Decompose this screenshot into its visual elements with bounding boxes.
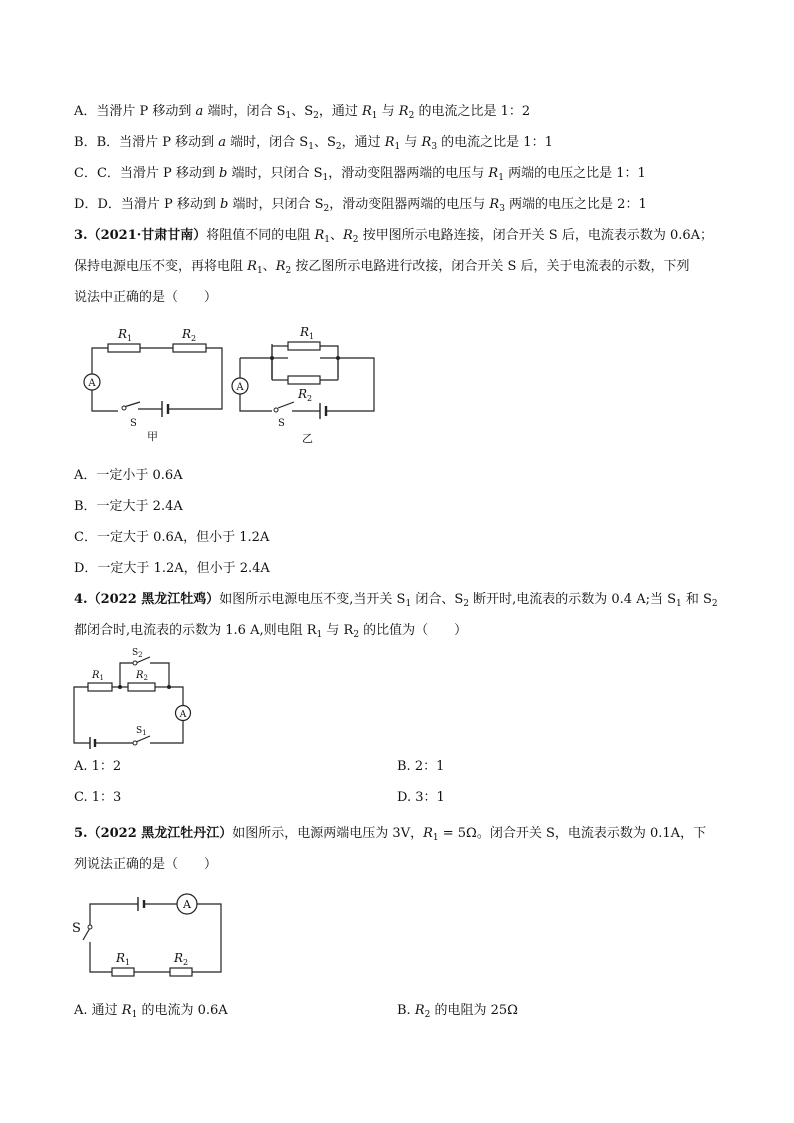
- q4-option-a: A. 1：2: [74, 759, 122, 774]
- q4-stem-line2: 都闭合时,电流表的示数为 1.6 A,则电阻 $R_1$ 与 $R_2$ 的比值为（ ）: [74, 623, 468, 640]
- q4-s1-label: $S_1$: [136, 726, 147, 737]
- q5-resistor-r1: [112, 968, 134, 976]
- q3-jia-ammeter-label: A: [88, 378, 96, 389]
- q2-option-a: A．当滑片 P 移动到 a 端时，闭合 $S_1$、$S_2$，通过 $R_1$ 与 $R_2$ 的电流之比是 1：2: [74, 104, 531, 121]
- q3-stem-line1: 3.（2021·甘肃甘南）将阻值不同的电阻 $R_1$、$R_2$ 按甲图所示电路连接，闭合开关 S 后，电流表示数为 0.6A；: [74, 228, 714, 245]
- q5-ammeter-label: A: [183, 898, 191, 911]
- q3-stem-line3: 说法中正确的是（ ）: [74, 290, 218, 305]
- q5-stem-line1: 5.（2022 黑龙江牡丹江）如图所示，电源两端电压为 3V，$R_1 = 5\Omega$。闭合开关 S，电流表示数为 0.1A，下: [74, 826, 707, 843]
- q3-circuit-yi: [228, 322, 388, 446]
- q2-option-b: B．B．当滑片 P 移动到 a 端时，闭合 $S_1$、$S_2$，通过 $R_1$ 与 $R_3$ 的电流之比是 1：1: [74, 135, 553, 152]
- q3-circuit-jia: [70, 322, 230, 442]
- q5-stem-line2: 列说法正确的是（ ）: [74, 857, 218, 872]
- q3-yi-switch-pivot: [274, 408, 278, 412]
- q5-option-b: B. $R_2$ 的电阻为 25Ω: [397, 1003, 518, 1020]
- q4-switch-s1-pivot: [133, 741, 137, 745]
- q3-yi-resistor-r1: [288, 342, 320, 350]
- q3-yi-ammeter-label: A: [236, 382, 244, 393]
- q5-r1-label: $R_1$: [116, 951, 131, 967]
- q4-option-d: D. 3：1: [397, 790, 445, 805]
- q3-jia-resistor-r2: [173, 344, 206, 352]
- q4-resistor-r2: [128, 683, 155, 691]
- q3-stem-line2: 保持电源电压不变，再将电阻 $R_1$、$R_2$ 按乙图所示电路进行改接，闭合开关 S 后，关于电流表的示数，下列: [74, 259, 690, 276]
- q3-yi-r2-label: $R_2$: [298, 387, 313, 403]
- q4-stem-line1: 4.（2022 黑龙江牡鸡）如图所示电源电压不变,当开关 $S_1$ 闭合、$S_2$ 断开时,电流表的示数为 0.4 A;当 $S_1$ 和 $S_2$: [74, 592, 718, 609]
- q3-option-c: C．一定大于 0.6A，但小于 1.2A: [74, 530, 270, 545]
- q5-r2-label: $R_2$: [174, 951, 189, 967]
- q3-option-b: B．一定大于 2.4A: [74, 499, 183, 514]
- q3-jia-caption: 甲: [147, 430, 158, 443]
- q2-option-c: C．C．当滑片 P 移动到 b 端时，只闭合 $S_1$，滑动变阻器两端的电压与 $R_1$ 两端的电压之比是 1：1: [74, 166, 646, 183]
- q4-r1-label: $R_1$: [92, 670, 104, 682]
- q3-yi-resistor-r2: [288, 376, 320, 384]
- q4-circuit: [70, 645, 200, 755]
- q3-option-d: D．一定大于 1.2A，但小于 2.4A: [74, 561, 270, 576]
- q4-resistor-r1: [88, 683, 112, 691]
- q3-jia-switch-pivot: [122, 406, 126, 410]
- q3-option-a: A．一定小于 0.6A: [74, 468, 183, 483]
- q3-jia-resistor-r1: [108, 344, 140, 352]
- q3-yi-caption: 乙: [302, 432, 313, 445]
- q2-option-d: D．D．当滑片 P 移动到 b 端时，只闭合 $S_2$，滑动变阻器两端的电压与 $R_3$ 两端的电压之比是 2：1: [74, 197, 647, 214]
- q4-option-c: C. 1：3: [74, 790, 122, 805]
- q4-r2-label: $R_2$: [136, 670, 148, 682]
- q5-circuit: [70, 890, 230, 990]
- q5-resistor-r2: [170, 968, 192, 976]
- q5-option-a: A. 通过 $R_1$ 的电流为 0.6A: [74, 1003, 228, 1020]
- q3-jia-switch-label: S: [130, 418, 137, 429]
- q4-s2-label: $S_2$: [132, 648, 143, 659]
- q4-ammeter-label: A: [179, 710, 187, 720]
- q3-yi-switch-label: S: [278, 418, 285, 429]
- q4-option-b: B. 2：1: [397, 759, 445, 774]
- q4-switch-s2-pivot: [133, 661, 137, 665]
- q5-switch-pivot: [88, 925, 92, 929]
- q3-jia-r1-label: $R_1$: [118, 327, 133, 343]
- q3-jia-r2-label: $R_2$: [182, 327, 197, 343]
- q3-yi-r1-label: $R_1$: [300, 325, 315, 341]
- q5-switch-label: S: [72, 921, 81, 936]
